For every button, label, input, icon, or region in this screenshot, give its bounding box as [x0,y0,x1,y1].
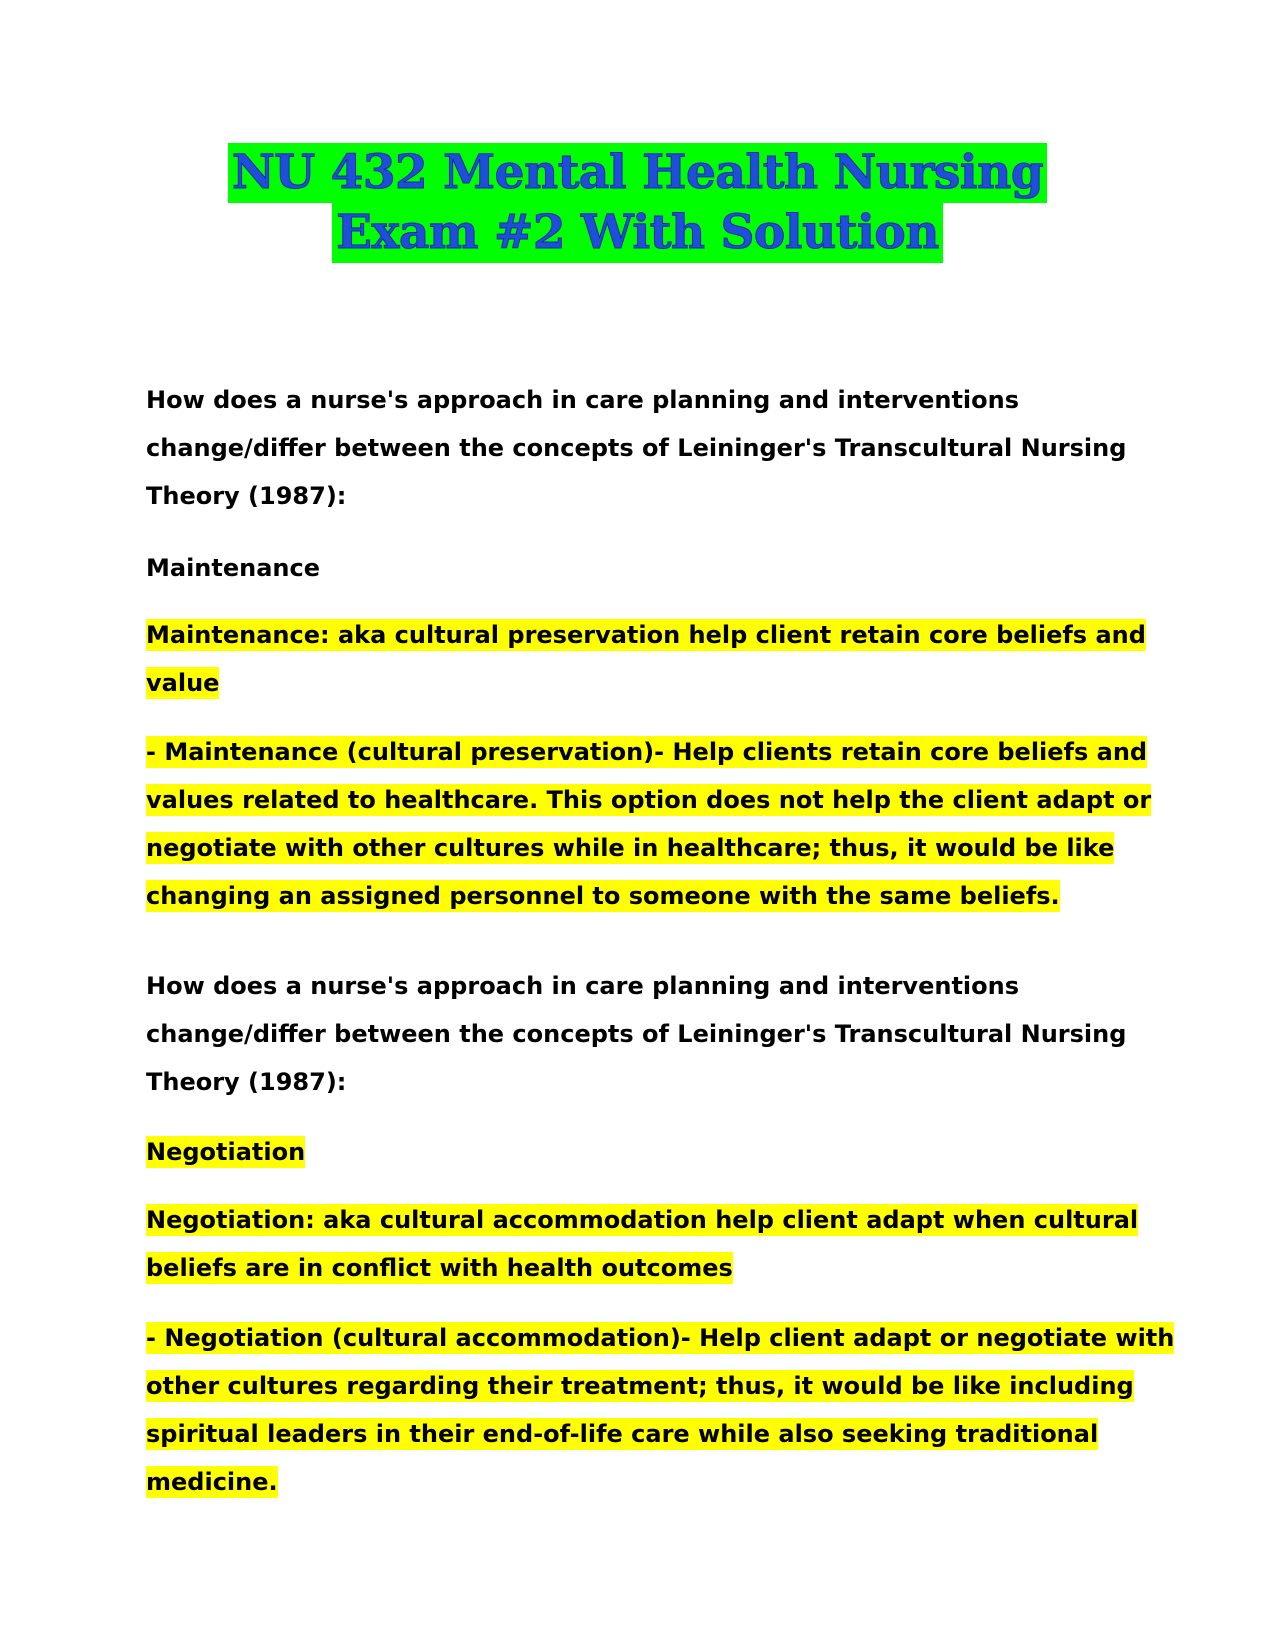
answer-1-definition [146,611,1146,707]
explanation-line: - Maintenance (cultural preservation)- Help clients retain core beliefs and [146,738,1148,766]
term-label: Negotiation [146,1138,306,1166]
document-title [0,143,1275,263]
question-line: How does a nurse's approach in care planning and interventions [146,972,1019,1000]
question-line: change/differ between the concepts of Leininger's Transcultural Nursing [146,434,1127,462]
answer-2-explanation [146,1314,1175,1506]
question-1-term [146,544,1126,592]
question-1-text [146,376,1126,520]
explanation-line: other cultures regarding their treatment; thus, it would be like including [146,1372,1134,1400]
question-2-text [146,962,1126,1106]
question-line: change/differ between the concepts of Leininger's Transcultural Nursing [146,1020,1127,1048]
question-2-term [146,1128,1126,1176]
explanation-line: values related to healthcare. This option does not help the client adapt or [146,786,1152,814]
term-label: Maintenance [146,554,321,582]
answer-line: Maintenance: aka cultural preservation help client retain core beliefs and [146,621,1146,649]
explanation-line: changing an assigned personnel to someone with the same beliefs. [146,882,1060,910]
answer-1-explanation [146,728,1152,920]
explanation-line: medicine. [146,1468,278,1496]
question-line: Theory (1987): [146,482,347,510]
title-line-1: NU 432 Mental Health Nursing [228,143,1047,203]
answer-line: beliefs are in conflict with health outcomes [146,1254,733,1282]
answer-line: value [146,669,220,697]
explanation-line: - Negotiation (cultural accommodation)- Help client adapt or negotiate with [146,1324,1175,1352]
question-line: How does a nurse's approach in care planning and interventions [146,386,1019,414]
explanation-line: spiritual leaders in their end-of-life care while also seeking traditional [146,1420,1099,1448]
explanation-line: negotiate with other cultures while in healthcare; thus, it would be like [146,834,1115,862]
question-line: Theory (1987): [146,1068,347,1096]
answer-2-definition [146,1196,1139,1292]
answer-line: Negotiation: aka cultural accommodation help client adapt when cultural [146,1206,1139,1234]
title-line-2: Exam #2 With Solution [332,203,943,263]
